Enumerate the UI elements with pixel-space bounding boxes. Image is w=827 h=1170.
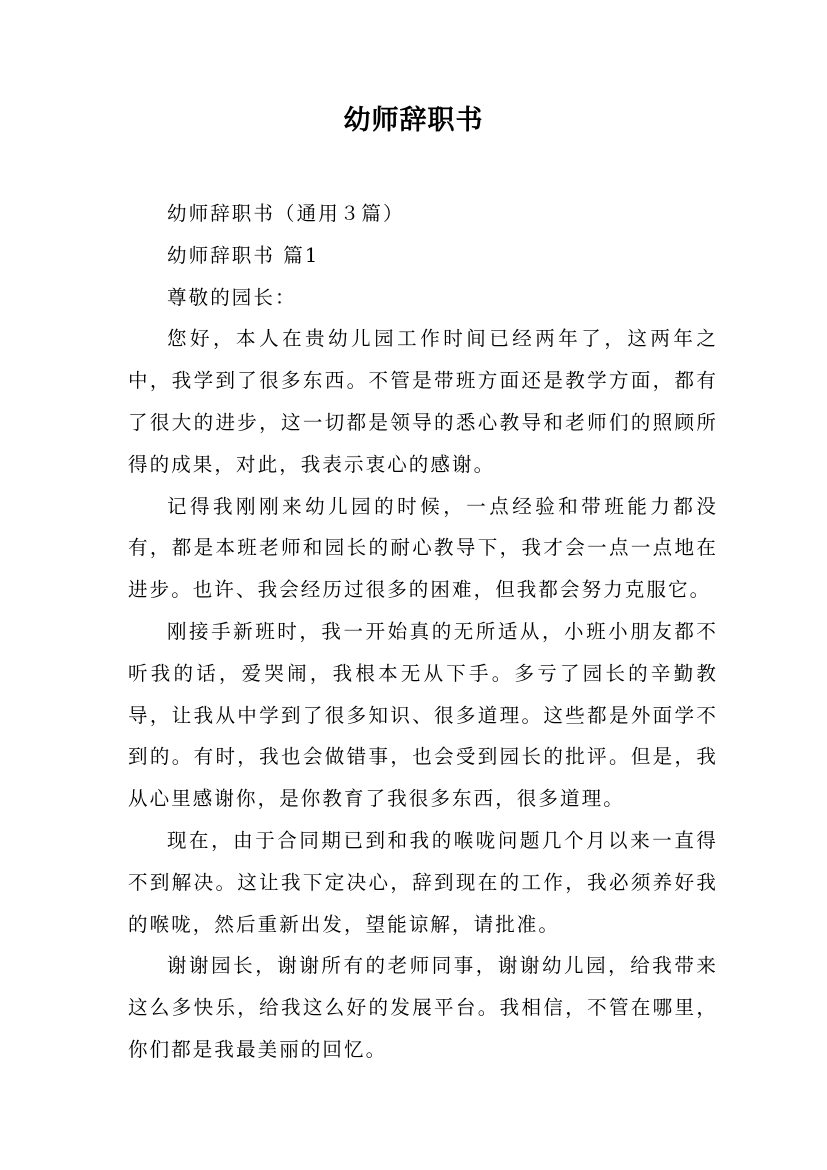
salutation-paragraph: 尊敬的园长： (167, 285, 297, 309)
subtitle-paragraph: 幼师辞职书（通用３篇） (167, 202, 405, 225)
document-body (128, 193, 718, 1071)
body-paragraph: 您好，本人在贵幼儿园工作时间已经两年了，这两年之中，我学到了很多东西。不管是带班方面还是教学方面，都有了很大的进步，这一切都是领导的悉心教导和老师们的照顾所得的成果，对此，我表示衷心的感谢。 (128, 327, 718, 476)
body-paragraph: 刚接手新班时，我一开始真的无所适从，小班小朋友都不听我的话，爱哭闹，我根本无从下手。多亏了园长的辛勤教导，让我从中学到了很多知识、很多道理。这些都是外面学不到的。有时，我也会做错事，也会受到园长的批评。但是，我从心里感谢你，是你教育了我很多东西，很多道理。 (128, 619, 718, 811)
section-heading-paragraph: 幼师辞职书 篇1 (167, 243, 320, 267)
body-paragraph: 记得我刚刚来幼儿园的时候，一点经验和带班能力都没有，都是本班老师和园长的耐心教导下，我才会一点一点地在进步。也许、我会经历过很多的困难，但我都会努力克服它。 (128, 494, 718, 602)
body-paragraph: 现在，由于合同期已到和我的喉咙问题几个月以来一直得不到解决。这让我下定决心，辞到现在的工作，我必须养好我的喉咙，然后重新出发，望能谅解，请批准。 (128, 828, 718, 936)
document-title: 幼师辞职书 (343, 105, 484, 136)
body-paragraph: 谢谢园长，谢谢所有的老师同事，谢谢幼儿园，给我带来这么多快乐，给我这么好的发展平台。我相信，不管在哪里，你们都是我最美丽的回忆。 (128, 954, 718, 1061)
